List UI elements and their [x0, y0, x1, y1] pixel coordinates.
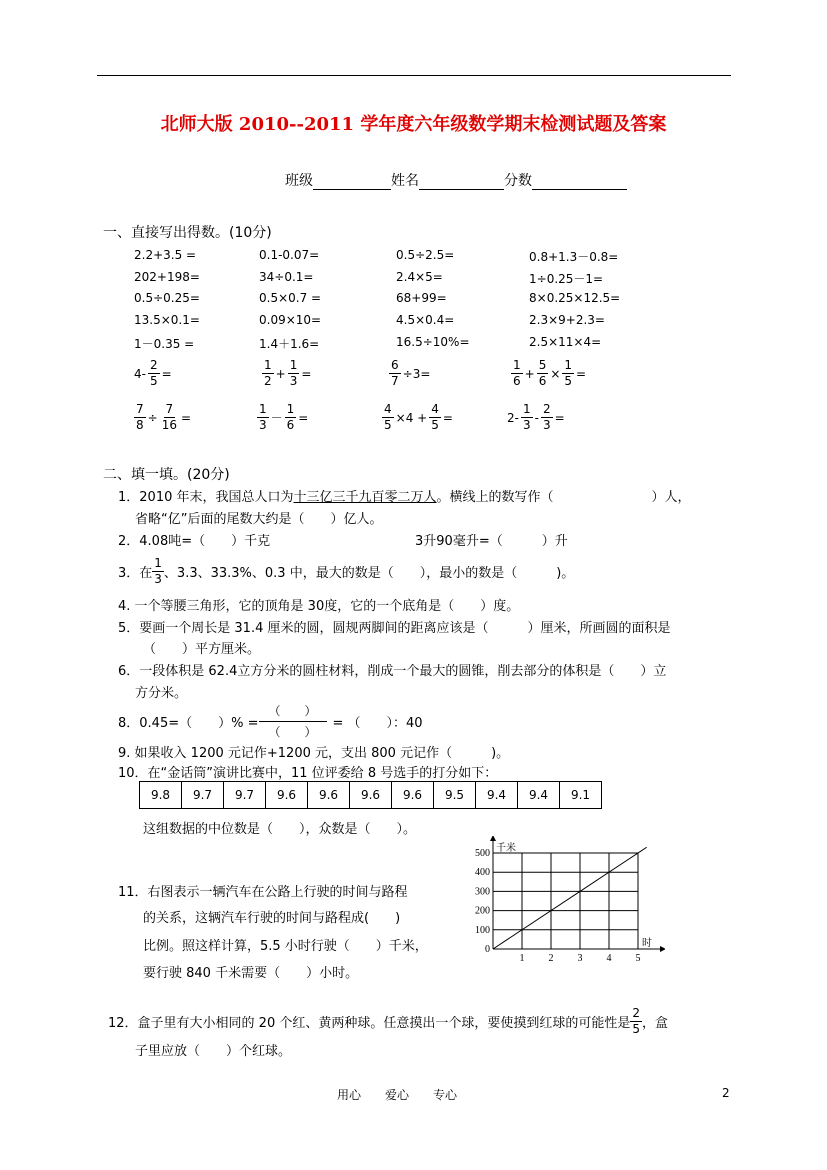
fraction: [259, 701, 327, 742]
score-label: 分数: [504, 173, 532, 189]
expr-text: =: [161, 366, 172, 381]
x-axis-arrow: [660, 946, 665, 952]
calc-item: 0.5÷2.5=: [396, 248, 455, 262]
fraction: [630, 1006, 642, 1037]
q-text: = （ ）：40: [332, 716, 423, 731]
question-11-line4: 要行驶 840 千米需要（ ）小时。: [143, 966, 359, 981]
table-row: [140, 782, 602, 809]
q-text: ，盒: [642, 1016, 669, 1031]
expr-text: =: [442, 410, 453, 425]
expr-text: ÷3=: [402, 366, 431, 381]
numerator: 2: [149, 358, 158, 372]
numerator: 1: [289, 358, 298, 372]
denominator: 3: [259, 418, 267, 432]
calc-item: 2.3×9+2.3=: [529, 313, 605, 327]
underlined-text: 十三亿三千九百零二万人: [293, 490, 437, 505]
question-5: 5．要画一个周长是 31.4 厘米的圆，圆规两脚间的距离应该是（ ）厘米，所画圆的面积是: [118, 621, 671, 636]
scores-table: [139, 781, 602, 809]
score-blank[interactable]: [532, 173, 627, 190]
calc-item: 1－0.35 =: [134, 337, 195, 351]
denominator: 7: [391, 374, 399, 388]
frac-expr-1b: [262, 358, 311, 389]
name-label: 姓名: [391, 173, 419, 189]
question-2a: 2．4.08吨=（ ）千克: [118, 534, 271, 549]
class-label: 班级: [285, 173, 313, 189]
question-10: 10．在“金话筒”演讲比赛中，11 位评委给 8 号选手的打分如下：: [118, 766, 498, 781]
expr-text: 4-: [134, 366, 146, 381]
score-cell: 9.4: [518, 782, 560, 809]
expr-text: =: [554, 410, 565, 425]
numerator: 4: [431, 402, 439, 416]
calc-item: 4.5×0.4=: [396, 313, 455, 327]
score-cell: 9.7: [224, 782, 266, 809]
question-12: [108, 1006, 668, 1037]
numerator: 4: [384, 402, 392, 416]
question-11-line2: 的关系，这辆汽车行驶的时间与路程成( ): [143, 911, 401, 926]
operator: ×4 +: [395, 410, 428, 425]
calc-item: 1.4＋1.6=: [259, 337, 320, 351]
x-axis-label: 时: [642, 938, 652, 949]
expr-text: =: [301, 366, 312, 381]
denominator: 5: [431, 418, 439, 432]
x-tick-label: 5: [635, 953, 641, 964]
question-10-answer: 这组数据的中位数是（ ），众数是（ ）。: [143, 822, 417, 837]
numerator: 1: [513, 358, 521, 372]
fraction: [382, 402, 394, 433]
frac-expr-2c: [382, 402, 453, 433]
question-6-line2: 方分米。: [135, 686, 188, 701]
denominator: 3: [542, 418, 551, 432]
calc-item: 16.5÷10%=: [396, 335, 470, 349]
y-tick-label: 300: [475, 886, 490, 898]
denominator: 16: [161, 418, 177, 432]
frac-expr-2a: [134, 402, 191, 433]
fraction: [541, 402, 553, 433]
fraction: [134, 402, 146, 433]
operator: －: [270, 411, 283, 425]
numerator: 5: [538, 358, 547, 372]
page-title: 北师大版 2010--2011 学年度六年级数学期末检测试题及答案: [160, 114, 667, 135]
fraction: [285, 402, 297, 433]
header-rule: [97, 75, 731, 76]
denominator: 3: [154, 572, 162, 586]
numerator: 2: [632, 1006, 640, 1020]
expr-text: =: [576, 366, 587, 381]
fraction: [257, 402, 269, 433]
question-6: 6．一段体积是 62.4立方分米的圆柱材料，削成一个最大的圆锥，削去部分的体积是（ ）立: [118, 664, 667, 679]
calc-item: 0.8+1.3－0.8=: [529, 250, 619, 264]
fraction: [262, 358, 274, 389]
denominator: 5: [384, 418, 392, 432]
section2-heading: 二、填一填。(20分): [103, 467, 230, 483]
q-text: 8．0.45=（ ）% =: [118, 716, 259, 731]
x-tick-label: 2: [548, 953, 554, 964]
denominator: 5: [564, 374, 573, 388]
question-2b: 3升90毫升=（ ）升: [415, 534, 568, 549]
q-text: 。横线上的数写作（: [436, 490, 554, 505]
y-axis-arrow: [490, 836, 496, 841]
denominator: 2: [264, 374, 272, 388]
calc-item: 202+198=: [134, 270, 200, 284]
fraction: [152, 556, 164, 587]
distance-time-chart: [455, 836, 665, 966]
question-11-line3: 比例。照这样计算，5.5 小时行驶（ ）千米，: [143, 939, 428, 954]
frac-expr-1c: [389, 358, 430, 389]
operator: +: [524, 366, 535, 381]
denominator: 3: [289, 374, 298, 388]
operator: ×: [550, 366, 561, 381]
fraction: [288, 358, 300, 389]
fraction: [511, 358, 523, 389]
numerator: （ ）: [259, 701, 327, 722]
calc-item: 2.4×5=: [396, 270, 443, 284]
fraction: [389, 358, 401, 389]
frac-expr-1d: [511, 358, 586, 389]
numerator: 7: [165, 402, 174, 416]
score-cell: 9.8: [140, 782, 182, 809]
denominator: 8: [136, 418, 144, 432]
denominator: （ ）: [268, 725, 317, 739]
operator: +: [275, 366, 286, 381]
section1-heading: 一、直接写出得数。(10分): [103, 225, 272, 241]
q-text: ）人，: [651, 490, 691, 505]
score-cell: 9.6: [350, 782, 392, 809]
y-axis-label: 千米: [496, 843, 516, 854]
q-text: 3．在: [118, 566, 153, 581]
question-5-line2: （ ）平方厘米。: [143, 642, 261, 657]
score-cell: 9.4: [476, 782, 518, 809]
calc-item: 0.09×10=: [259, 313, 322, 327]
class-blank[interactable]: [313, 173, 391, 190]
page-number: 2: [722, 1086, 730, 1100]
y-tick-label: 100: [475, 924, 490, 936]
numerator: 1: [286, 402, 295, 416]
name-blank[interactable]: [419, 173, 504, 190]
q-text: 12．盒子里有大小相同的 20 个红、黄两种球。任意摸出一个球，要使摸到红球的可能性是: [108, 1016, 631, 1031]
score-cell: 9.6: [308, 782, 350, 809]
denominator: 3: [522, 418, 531, 432]
student-info-fields: [285, 170, 627, 190]
fraction: [429, 402, 441, 433]
score-cell: 9.6: [266, 782, 308, 809]
denominator: 6: [538, 374, 547, 388]
y-tick-label: 0: [485, 944, 490, 955]
calc-item: 13.5×0.1=: [134, 313, 200, 327]
q-text: 、3.3、33.3%、0.3 中，最大的数是（ ），最小的数是（ )。: [163, 566, 575, 581]
x-tick-label: 3: [577, 953, 583, 964]
q-text: 1．2010 年末，我国总人口为: [118, 490, 294, 505]
denominator: 5: [632, 1022, 640, 1036]
fraction: [537, 358, 549, 389]
operator: -: [534, 410, 539, 425]
denominator: 6: [286, 418, 295, 432]
calc-item: 2.2+3.5 =: [134, 248, 197, 262]
calc-item: 8×0.25×12.5=: [529, 291, 621, 305]
calc-item: 1÷0.25－1=: [529, 272, 604, 286]
numerator: 1: [564, 358, 573, 372]
frac-expr-2b: [257, 402, 308, 433]
question-8: [118, 701, 423, 742]
question-1-line2: 省略“亿”后面的尾数大约是（ ）亿人。: [135, 512, 383, 527]
question-3: [118, 556, 574, 587]
score-cell: 9.7: [182, 782, 224, 809]
expr-text: 2-: [507, 410, 519, 425]
numerator: 1: [259, 402, 267, 416]
frac-expr-2d: [507, 402, 565, 433]
expr-text: =: [298, 410, 309, 425]
expr-text: =: [180, 410, 192, 425]
y-tick-label: 400: [475, 867, 490, 879]
frac-expr-1a: [134, 358, 172, 389]
fraction: [160, 402, 179, 433]
footer-text: 用心 爱心 专心: [337, 1088, 458, 1102]
question-12-line2: 子里应放（ ）个红球。: [135, 1044, 292, 1059]
score-cell: 9.1: [560, 782, 602, 809]
question-9: 9. 如果收入 1200 元记作+1200 元，支出 800 元记作（ )。: [118, 746, 510, 761]
x-tick-label: 1: [519, 953, 525, 964]
calc-item: 2.5×11×4=: [529, 335, 602, 349]
numerator: 6: [391, 358, 399, 372]
fraction: [562, 358, 574, 389]
numerator: 1: [264, 358, 272, 372]
calc-item: 0.1-0.07=: [259, 248, 320, 262]
numerator: 1: [522, 402, 531, 416]
y-tick-label: 200: [475, 905, 490, 917]
operator: ÷: [147, 410, 158, 425]
series-line: [493, 847, 647, 949]
question-1: [118, 486, 691, 505]
numerator: 2: [542, 402, 551, 416]
calc-item: 68+99=: [396, 291, 447, 305]
calc-item: 0.5×0.7 =: [259, 291, 322, 305]
denominator: 5: [149, 374, 158, 388]
x-tick-label: 4: [606, 953, 612, 964]
question-4: 4. 一个等腰三角形，它的顶角是 30度，它的一个底角是（ ）度。: [118, 599, 520, 614]
fraction: [521, 402, 533, 433]
calc-item: 0.5÷0.25=: [134, 291, 200, 305]
score-cell: 9.6: [392, 782, 434, 809]
score-cell: 9.5: [434, 782, 476, 809]
fraction: [148, 358, 160, 389]
numerator: 7: [136, 402, 144, 416]
question-11: 11．右图表示一辆汽车在公路上行驶的时间与路程: [118, 885, 408, 900]
numerator: 1: [154, 556, 162, 570]
calc-item: 34÷0.1=: [259, 270, 314, 284]
y-tick-label: 500: [475, 848, 490, 859]
denominator: 6: [513, 374, 521, 388]
